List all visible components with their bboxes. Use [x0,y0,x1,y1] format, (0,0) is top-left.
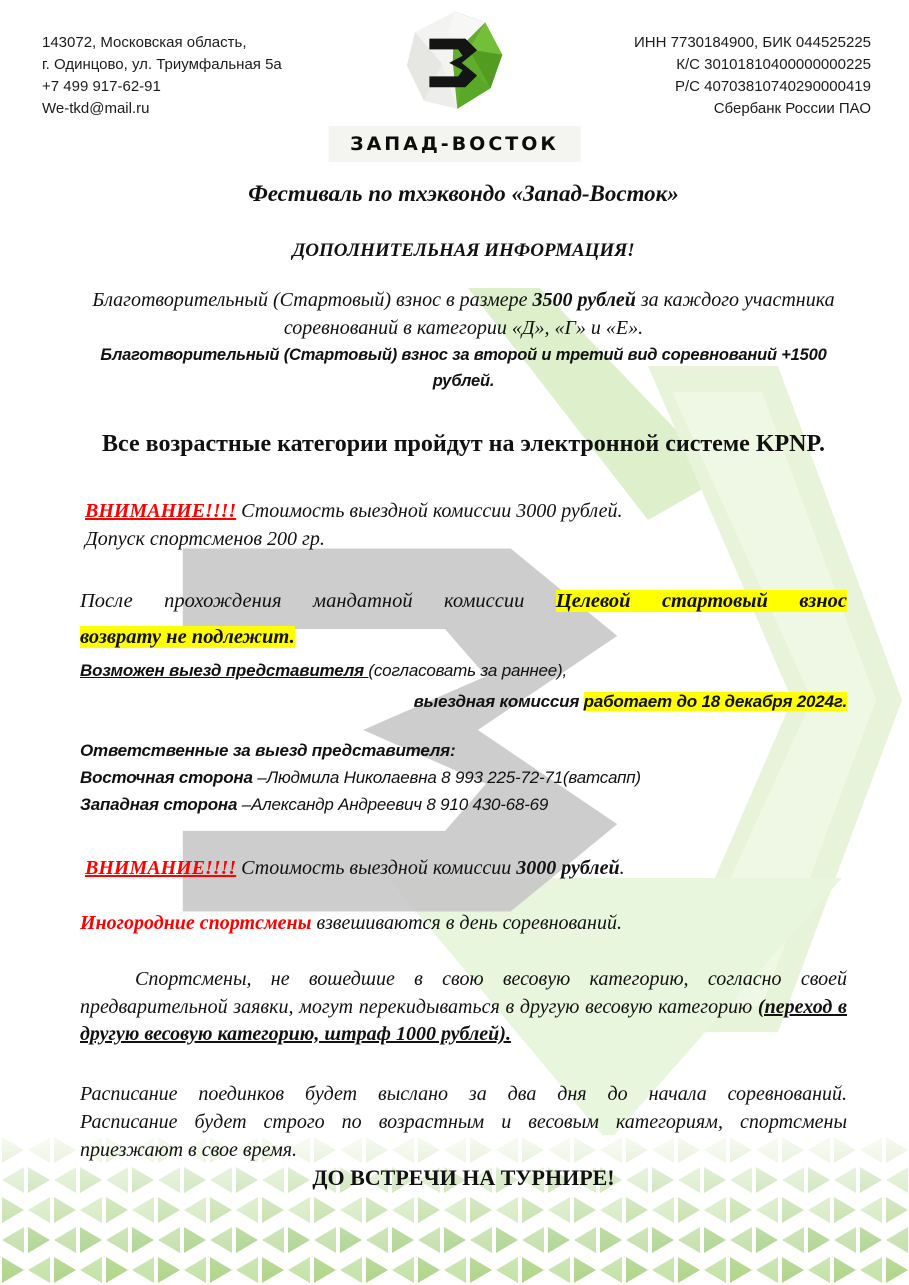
attention-text-1: Стоимость выездной комиссии 3000 рублей. [236,500,623,522]
fee-paragraph [80,286,847,342]
west-contact: –Александр Андреевич 8 910 430-68-69 [237,795,549,814]
email-line: We-tkd@mail.ru [42,100,150,117]
logo [328,8,581,162]
inn-bik-line: ИНН 7730184900, БИК 044525225 [634,34,871,51]
weight-penalty: (переход в другую весовую категорию, штраф 1000 рублей). [80,995,847,1045]
sender-address-block [42,32,282,120]
weight-category-paragraph [80,966,847,1049]
subtitle-additional-info: ДОПОЛНИТЕЛЬНАЯ ИНФОРМАЦИЯ! [292,240,635,261]
ks-line: К/С 30101810400000000225 [676,56,871,73]
bank-details-block [634,32,871,120]
document-body [80,180,847,1191]
nonresident-rest: взвешиваются в день соревнований. [311,912,622,934]
attention-end-2: . [619,857,625,879]
phone-line: +7 499 917-62-91 [42,78,161,95]
logo-zapad-vostok-icon [399,8,511,116]
west-label: Западная сторона [80,795,238,814]
schedule-rest: Расписание будет строго по возрастным и весовым категориям, спортсмены приезжают в свое время. [80,1110,847,1161]
representative-rest: (согласовать за раннее), [368,661,568,680]
closing-line: ДО ВСТРЕЧИ НА ТУРНИРЕ! [312,1164,615,1190]
fee-text-pre: Благотворительный (Стартовый) взнос в размере [92,289,533,311]
athlete-allowance-line: Допуск спортсменов 200 гр. [85,528,325,550]
weight-text: Спортсмены, не вошедшие в свою весовую категорию, согласно своей предварительной заявки, могут перекидываться в другую весовую категорию [80,968,847,1018]
responsible-title: Ответственные за выезд представителя: [80,741,456,760]
kpnp-heading: Все возрастные категории пройдут на электронной системе KPNP. [102,431,825,457]
fee-text-post: за каждого участника соревнований в категории «Д», «Г» и «Е». [283,289,835,339]
fee-second-event-line: Благотворительный (Стартовый) взнос за второй и третий вид соревнований +1500 рублей. [100,346,827,390]
commission-deadline-line [80,688,847,715]
attention-label-1: ВНИМАНИЕ!!!! [85,500,237,522]
representative-bold: Возможен выезд представителя [80,661,369,680]
nonresident-line [80,909,847,937]
east-label: Восточная сторона [80,768,253,787]
schedule-line-1: Расписание поединков будет выслано за два дня до начала соревнований. [80,1082,847,1105]
address-line-2: г. Одинцово, ул. Триумфальная 5а [42,56,282,73]
representative-line [80,657,847,684]
fee-amount: 3500 рублей [532,289,636,311]
attention-text-2: Стоимость выездной комиссии [236,857,517,879]
responsible-block [80,737,847,818]
attention-block-1 [80,497,847,553]
address-line-1: 143072, Московская область, [42,34,247,51]
commission-highlight: работает до 18 декабря 2024г. [583,692,847,711]
commission-pre: выездная комиссия [413,692,584,711]
attention-label-2: ВНИМАНИЕ!!!! [85,857,237,879]
attention-amount-2: 3000 рублей [516,857,620,879]
mandate-highlight-2: возврату не подлежит. [80,626,295,648]
logo-caption: ЗАПАД-ВОСТОК [328,126,581,162]
attention-block-2 [80,854,847,882]
rs-line: Р/С 40703810740290000419 [674,78,871,95]
page-title: Фестиваль по тхэквондо «Запад-Восток» [248,181,679,206]
mandate-text: После прохождения мандатной комиссии [80,590,556,612]
east-contact-line [80,764,847,791]
mandate-highlight-1: Целевой стартовый взнос [555,590,848,612]
bank-name-line: Сбербанк России ПАО [713,100,871,117]
east-contact: –Людмила Николаевна 8 993 225-72-71(ватсапп) [252,768,641,787]
nonresident-red: Иногородние спортсмены [80,912,312,934]
west-contact-line [80,791,847,818]
schedule-paragraph [80,1080,847,1164]
mandate-paragraph [80,583,847,655]
